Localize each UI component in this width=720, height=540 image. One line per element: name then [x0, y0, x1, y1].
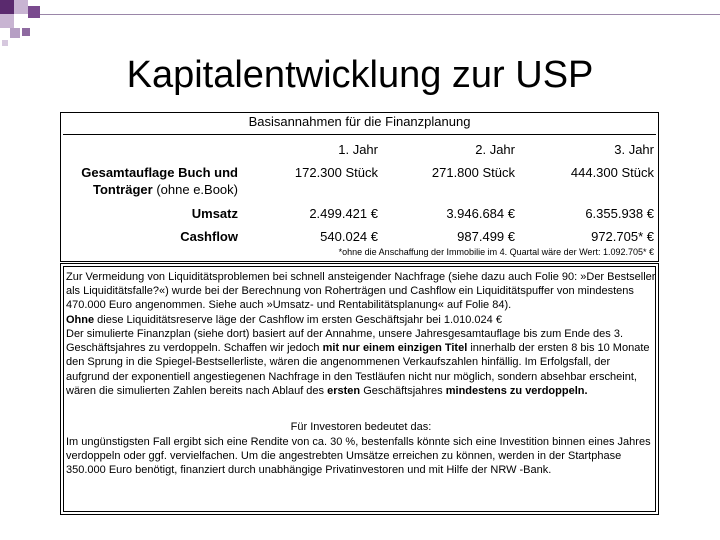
paragraph-investors: Im ungünstigsten Fall ergibt sich eine Rendite von ca. 30 %, bestenfalls könnte sich eine Investition binnen eines Jahres verdoppeln oder ggf. vervielfachen. Um die angestrebten Umsätze erreichen zu können, werden in der Startphase 350.000 Euro benötigt, finanziert durch unabhängige Privatinvestoren und mit Hilfe der NRW -Bank.: [66, 436, 651, 477]
umsatz-year-2: 3.946.684 €: [446, 206, 515, 221]
row-label-cashflow: Cashflow: [180, 229, 238, 244]
gesamtauflage-year-3: 444.300 Stück: [570, 165, 654, 180]
corner-square: [14, 0, 28, 14]
corner-square: [22, 28, 30, 36]
corner-square: [28, 6, 40, 18]
paragraph-liquidity: Zur Vermeidung von Liquiditätsproblemen bei schnell ansteigender Nachfrage (siehe dazu auch Folie 90: »Der Bestseller als Liquiditätsfalle?«) wurde bei der Berechnung von Roherträgen und Cashflow ein Liquiditätspuffer von mindestens 470.000 Euro angenommen. Siehe auch »Umsatz- und Rentabilitätsplanung« auf Folie 84).: [66, 271, 656, 312]
corner-square: [2, 40, 8, 46]
table-footnote: *ohne die Anschaffung der Immobilie im 4. Quartal wäre der Wert: 1.092.705* €: [338, 247, 654, 257]
corner-square: [10, 28, 20, 38]
row-label-umsatz: Umsatz: [191, 206, 238, 221]
row-label-gesamtauflage: [60, 164, 238, 198]
header-divider: [40, 14, 720, 15]
paragraph-without-reserve: Ohne diese Liquiditätsreserve läge der Cashflow im ersten Geschäftsjahr bei 1.010.024 €: [66, 314, 502, 326]
cashflow-year-3: 972.705* €: [591, 229, 654, 244]
row-label-gesamtauflage-note: (ohne e.Book): [152, 182, 238, 197]
corner-square: [0, 14, 14, 28]
row-label-gesamtauflage-bold-1: Gesamtauflage Buch und: [81, 165, 238, 180]
paragraph-simulation: Der simulierte Finanzplan (siehe dort) basiert auf der Annahme, unsere Jahresgesamtauflage bis zum Ende des 3. Geschäftsjahres zu verdoppeln. Schaffen wir jedoch mit nur einem einzigen Titel innerhalb der ersten 8 bis 10 Monate den Sprung in die Spiegel-Bestsellerliste, wären die angenommenen Verkaufszahlen hinfällig. Im Erfolgsfall, der aufgrund der exponentiell angestiegenen Nachfrage in den Testläufen nicht nur möglich, sondern absehbar erscheint, wären die simulierten Zahlen bereits nach Ablauf des ersten Geschäftsjahres mindestens zu verdoppeln.: [66, 328, 650, 397]
corner-square: [14, 14, 28, 28]
row-label-gesamtauflage-bold-2: Tonträger: [93, 182, 153, 197]
umsatz-year-3: 6.355.938 €: [585, 206, 654, 221]
column-header-year-3: 3. Jahr: [614, 142, 654, 157]
paragraph-investors-heading: Für Investoren bedeutet das:: [290, 421, 432, 433]
umsatz-year-1: 2.499.421 €: [309, 206, 378, 221]
corner-square: [0, 0, 14, 14]
column-header-year-2: 2. Jahr: [475, 142, 515, 157]
cashflow-year-2: 987.499 €: [457, 229, 515, 244]
table-caption: Basisannahmen für die Finanzplanung: [248, 114, 471, 129]
slide-title: Kapitalentwicklung zur USP: [126, 54, 594, 96]
gesamtauflage-year-2: 271.800 Stück: [431, 165, 515, 180]
column-header-year-1: 1. Jahr: [338, 142, 378, 157]
gesamtauflage-year-1: 172.300 Stück: [294, 165, 378, 180]
cashflow-year-1: 540.024 €: [320, 229, 378, 244]
